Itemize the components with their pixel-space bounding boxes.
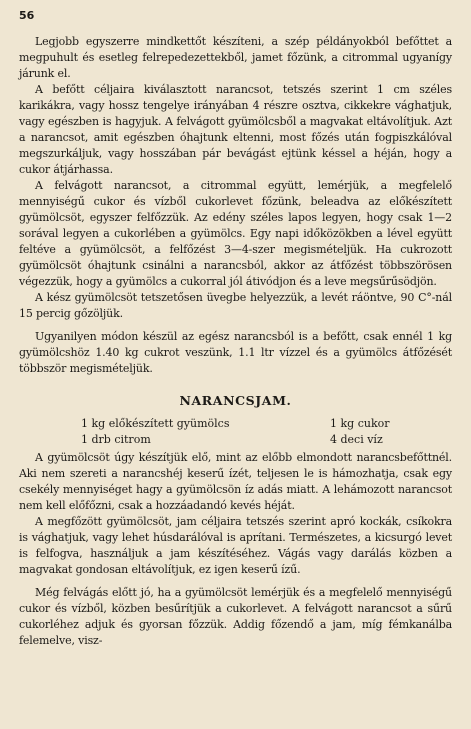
- paragraph: A befőtt céljaira kiválasztott narancsot, tetszés szerint 1 cm széles karikákra, vagy hossz tengelye irányában 4 részre osztva, cikkekre vághatjuk, vagy egészben is hagyjuk. A felvágott gyümölcsből a magvakat eltávolítjuk. Azt a narancsot, amit egészben óhajtunk eltenni, most főzés után fogpiszkálóval megszurkáljuk, vagy hosszában pár bevágást ejtünk késsel a héján, hogy a cukor átjárhassa.: [19, 83, 452, 176]
- body-text-bottom: [19, 450, 452, 649]
- ingredient-left: 1 kg előkészített gyümölcs: [81, 417, 230, 430]
- paragraph: Legjobb egyszerre mindkettőt készíteni, a szép példányokból befőttet a megpuhult és esetleg felrepedezettekből, jamet főzünk, a citrommal ugyanígy járunk el.: [19, 35, 452, 80]
- section-title: NARANCSJAM.: [179, 393, 292, 408]
- ingredient-right: 4 deci víz: [330, 433, 383, 446]
- body-text-top: [19, 34, 452, 377]
- ingredient-right: 1 kg cukor: [330, 417, 390, 430]
- ingredient-row: [19, 416, 452, 432]
- paragraph: A megfőzött gyümölcsöt, jam céljaira tetszés szerint apró kockák, csíkokra is vághatjuk, vagy lehet húsdarálóval is aprítani. Természetes, a kicsurgó levet is felfogva, használjuk a jam készítéséhez. Vágás vagy darálás közben a magvakat gondosan eltávolítjuk, ez igen keserű ízű.: [19, 515, 452, 576]
- ingredient-list: [19, 416, 452, 448]
- paragraph: Még felvágás előtt jó, ha a gyümölcsöt lemérjük és a megfelelő mennyiségű cukor és vízből, közben besűrítjük a cukorlevet. A felvágott narancsot a sűrű cukorléhez adjuk és gyorsan főzzük. Addig főzendő a jam, míg fémkanálba felemelve, visz-: [19, 586, 452, 647]
- paragraph: A gyümölcsöt úgy készítjük elő, mint az előbb elmondott narancsbefőttnél. Aki nem szereti a narancshéj keserű ízét, teljesen le is hámozhatja, csak egy csekély mennyiséget hagy a gyümölcsön íz adás miatt. A lehámozott narancsot nem kell előfőzni, csak a hozzáadandó kevés héját.: [19, 451, 452, 512]
- paragraph: A felvágott narancsot, a citrommal együtt, lemérjük, a megfelelő mennyiségű cukor és vízből cukorlevet főzünk, beleadva az előkészített gyümölcsöt, egyszer felfőzzük. Az edény széles lapos legyen, hogy csak 1—2 sorával legyen a cukorlében a gyümölcs. Egy napi időközökben a lével együtt feltéve a gyümölcsöt, a felfőzést 3—4-szer megismételjük. Ha cukrozott gyümölcsöt óhajtunk csinálni a narancsból, akkor az átfőzést többszörösen végezzük, hogy a gyümölcs a cukorral jól átivódjon és a leve megsűrűsödjön.: [19, 179, 452, 288]
- page-number: 56: [19, 9, 35, 22]
- paragraph: A kész gyümölcsöt tetszetősen üvegbe helyezzük, a levét ráöntve, 90 C°-nál 15 percig gőzöljük.: [19, 291, 452, 320]
- ingredient-row: [19, 432, 452, 448]
- paragraph-gap: [19, 578, 452, 585]
- paragraph-gap: [19, 322, 452, 329]
- ingredient-left: 1 drb citrom: [81, 433, 151, 446]
- paragraph: Ugyanilyen módon készül az egész narancsból is a befőtt, csak ennél 1 kg gyümölcshöz 1.40 kg cukrot veszünk, 1.1 ltr vízzel és a gyümölcs átfőzését többször megismételjük.: [19, 330, 452, 375]
